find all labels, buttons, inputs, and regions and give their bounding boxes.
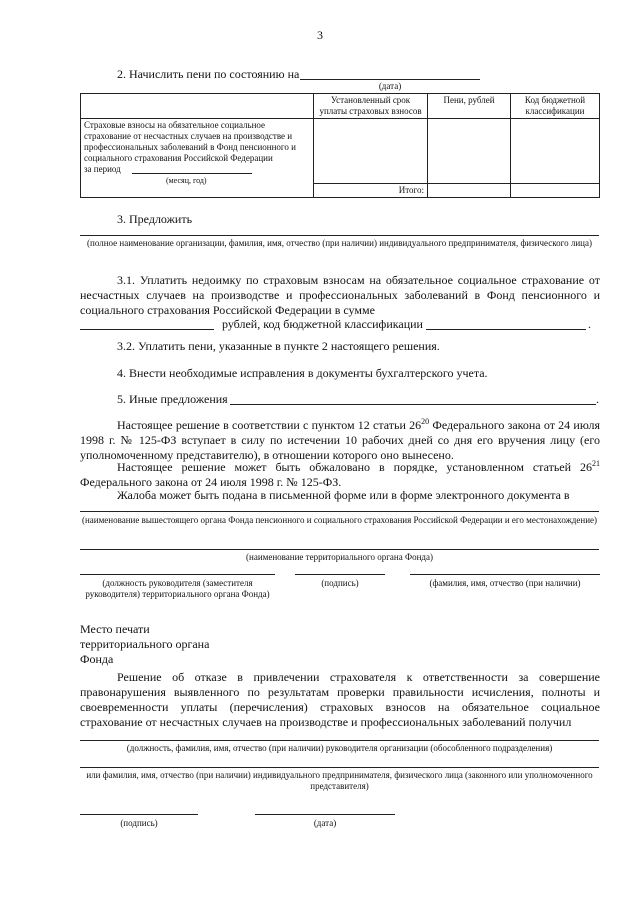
refusal-hint-1: (должность, фамилия, имя, отчество (при наличии) руководителя организации (обособленного подразделения) — [126, 743, 553, 753]
head-position-line[interactable] — [80, 574, 275, 575]
section3-hint: (полное наименование организации, фамилия, имя, отчество (при наличии) индивидуального предпринимателя, физического лица) — [87, 238, 592, 248]
territorial-body-hint: (наименование территориального органа Фонда) — [246, 552, 433, 562]
section3-line[interactable] — [80, 235, 599, 236]
table-period-hint: (месяц, год) — [166, 176, 207, 185]
penalty-table — [80, 93, 600, 198]
decision-appeal-text-2: Федерального закона от 24 июля 1998 г. № 125-ФЗ. — [80, 475, 342, 489]
table-header-penalty: Пени, рублей — [428, 94, 511, 119]
other-proposals-line[interactable] — [230, 404, 596, 405]
decision-effect-paragraph — [80, 418, 600, 463]
table-cell-kbk[interactable] — [511, 119, 600, 184]
decision-appeal-text-1: Настоящее решение может быть обжаловано в порядке, установленном статьей 26 — [117, 460, 592, 474]
table-row-text: Страховые взносы на обязательное социальное страхование от несчастных случаев на производстве и профессиональных заболеваний в Фонд пенсионного и социального страхования Российской Федерации — [84, 120, 296, 163]
kbk-line[interactable] — [426, 329, 586, 330]
table-row-description — [81, 119, 314, 198]
table-period-line[interactable] — [132, 173, 252, 174]
decision-effect-text-2: Федерального закона от 24 июля 1998 г. № 125-ФЗ вступает в силу по истечении 10 рабочих дней со дня его вручения лицу (его уполномоченному представителю), в отношении которого оно вынесено. — [80, 418, 601, 462]
head-signature-hint: (подпись) — [321, 578, 359, 588]
table-total-penalty[interactable] — [428, 184, 511, 198]
table-header-deadline: Установленный срок уплаты страховых взносов — [314, 94, 428, 119]
refusal-signature-line[interactable] — [80, 814, 198, 815]
section2-date-hint: (дата) — [378, 81, 402, 91]
head-position-hint: (должность руководителя (заместителя руководителя) территориального органа Фонда) — [85, 578, 270, 599]
decision-appeal-sup: 21 — [592, 459, 600, 468]
head-fio-line[interactable] — [410, 574, 600, 575]
paragraph-4: 4. Внести необходимые исправления в документы бухгалтерского учета. — [117, 366, 488, 380]
refusal-paragraph: Решение об отказе в привлечении страхователя к ответственности за совершение правонарушения выявленного по результатам проверки правильности исчисления, полноты и своевременности уплаты (перечисления) страховых взносов на обязательное социальное страхование от несчастных случаев на производстве и профессиональных заболеваний получил — [80, 670, 600, 729]
stamp-place: Место печати территориального органа Фонда — [80, 622, 210, 666]
table-empty-header — [81, 94, 314, 119]
table-period — [84, 164, 310, 175]
paragraph-3-1-mid: рублей, код бюджетной классификации — [222, 317, 423, 331]
section2-date-line[interactable] — [300, 79, 480, 80]
refusal-recipient-line[interactable] — [80, 740, 599, 741]
higher-body-hint: (наименование вышестоящего органа Фонда пенсионного и социального страхования Российской Федерации и его местонахождение) — [81, 515, 598, 525]
paragraph-5-end: . — [596, 392, 599, 406]
table-total-kbk[interactable] — [511, 184, 600, 198]
refusal-signature-hint: (подпись) — [120, 818, 158, 828]
decision-appeal-paragraph — [80, 460, 600, 490]
complaint-text: Жалоба может быть подана в письменной форме или в форме электронного документа в — [117, 488, 570, 502]
head-fio-hint: (фамилия, имя, отчество (при наличии) — [429, 578, 581, 588]
paragraph-3-1: 3.1. Уплатить недоимку по страховым взносам на обязательное социальное страхование от несчастных случаев на производстве и профессиональных заболеваний в Фонд пенсионного и социального страхования Российской Федерации в сумме — [80, 273, 600, 317]
decision-effect-sup: 20 — [421, 417, 430, 426]
head-signature-line[interactable] — [295, 574, 385, 575]
decision-effect-text-1: Настоящее решение в соответствии с пунктом 12 статьи 26 — [117, 418, 422, 432]
paragraph-3-2: 3.2. Уплатить пени, указанные в пункте 2 настоящего решения. — [117, 339, 440, 353]
table-total-label: Итого: — [314, 184, 428, 198]
refusal-date-hint: (дата) — [313, 818, 337, 828]
refusal-date-line[interactable] — [255, 814, 395, 815]
section2-label: 2. Начислить пени по состоянию на — [117, 67, 300, 81]
table-cell-deadline[interactable] — [314, 119, 428, 184]
page-number: 3 — [317, 28, 323, 42]
paragraph-3-1-end: . — [588, 317, 591, 331]
paragraph-5-label: 5. Иные предложения — [117, 392, 228, 406]
territorial-body-line[interactable] — [80, 549, 599, 550]
table-cell-penalty[interactable] — [428, 119, 511, 184]
amount-line[interactable] — [80, 329, 214, 330]
refusal-hint-2: или фамилия, имя, отчество (при наличии) индивидуального предпринимателя, физического лица (законного или уполномоченного представителя) — [86, 770, 593, 791]
section3-label: 3. Предложить — [117, 212, 193, 226]
refusal-recipient-line-2[interactable] — [80, 767, 599, 768]
table-period-label: за период — [84, 164, 121, 174]
higher-body-line[interactable] — [80, 511, 599, 512]
table-header-kbk: Код бюджетной классификации — [511, 94, 600, 119]
